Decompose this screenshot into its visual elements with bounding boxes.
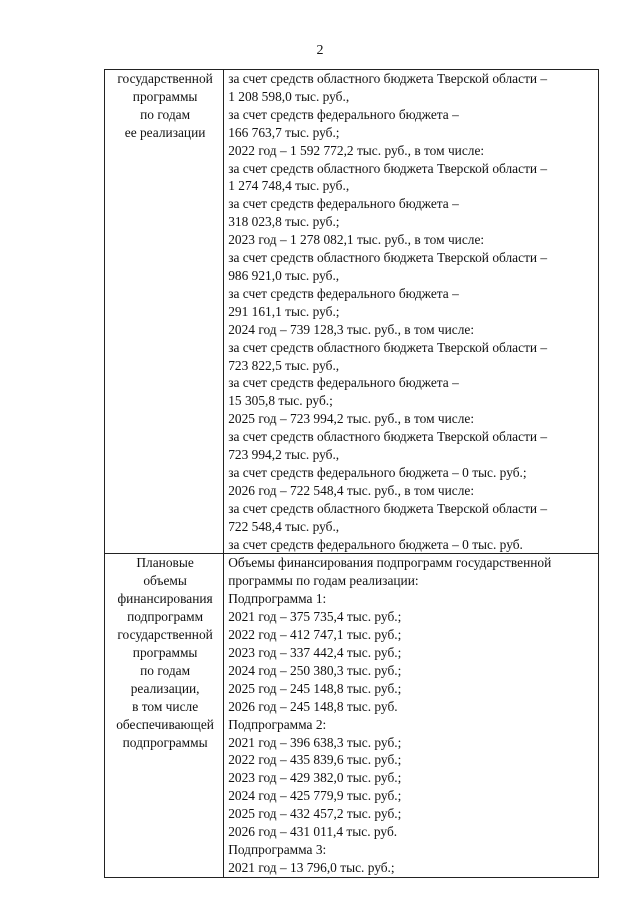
row-label-line: программы xyxy=(132,88,198,104)
page-number: 2 xyxy=(316,43,324,58)
row-value-line: за счет средств областного бюджета Тверской области – xyxy=(228,160,548,176)
row-value-line: 723 994,2 тыс. руб., xyxy=(228,447,340,463)
row-value-line: 1 208 598,0 тыс. руб., xyxy=(228,88,350,104)
row-value-line: 2023 год – 337 442,4 тыс. руб.; xyxy=(228,645,402,660)
row-label-line: государственной xyxy=(117,71,213,86)
row-value-cell xyxy=(224,70,599,554)
row-value-line: 2025 год – 245 148,8 тыс. руб.; xyxy=(228,680,402,696)
row-value-line: 986 921,0 тыс. руб., xyxy=(228,267,340,283)
row-value-line: 2024 год – 739 128,3 тыс. руб., в том числе: xyxy=(228,321,475,337)
row-label-line: подпрограмм xyxy=(127,609,204,625)
row-value-cell xyxy=(224,554,599,877)
table-row xyxy=(105,554,599,877)
row-value-line: за счет средств федерального бюджета – xyxy=(228,106,459,122)
row-value-line: 2026 год – 431 011,4 тыс. руб. xyxy=(228,824,398,840)
row-label-line: программы xyxy=(132,645,198,660)
table-row xyxy=(105,70,599,554)
row-value-line: Подпрограмма 2: xyxy=(228,716,327,732)
row-label-line: государственной xyxy=(117,627,213,643)
row-value-line: за счет средств федерального бюджета – 0 тыс. руб. xyxy=(228,536,523,552)
row-label-line: Плановые xyxy=(136,555,194,571)
row-label-line: по годам xyxy=(140,106,191,122)
row-value-line: Подпрограмма 3: xyxy=(228,841,327,857)
row-value-line: Объемы финансирования подпрограмм государственной xyxy=(228,555,552,571)
row-value-line: 291 161,1 тыс. руб.; xyxy=(228,303,340,319)
row-value-line: 722 548,4 тыс. руб., xyxy=(228,518,340,534)
row-value-line: за счет средств федерального бюджета – xyxy=(228,285,459,301)
row-value-line: за счет средств областного бюджета Тверской области – xyxy=(228,71,548,86)
row-value-line: 2022 год – 435 839,6 тыс. руб.; xyxy=(228,752,402,768)
row-label-line: ее реализации xyxy=(124,124,206,140)
row-value-line: за счет средств федерального бюджета – 0 тыс. руб.; xyxy=(228,464,527,480)
row-value-line: 723 822,5 тыс. руб., xyxy=(228,357,340,373)
row-value-line: за счет средств областного бюджета Тверской области – xyxy=(228,429,548,445)
row-value-line: за счет средств федерального бюджета – xyxy=(228,375,459,391)
row-value-line: 2021 год – 13 796,0 тыс. руб.; xyxy=(228,859,395,875)
row-value-line: 2026 год – 245 148,8 тыс. руб. xyxy=(228,698,398,714)
row-value-line: 2025 год – 432 457,2 тыс. руб.; xyxy=(228,806,402,822)
row-value-line: 15 305,8 тыс. руб.; xyxy=(228,393,333,409)
row-value-line: за счет средств областного бюджета Тверской области – xyxy=(228,500,548,516)
row-value-line: Подпрограмма 1: xyxy=(228,591,327,607)
row-value-line: за счет средств областного бюджета Тверской области – xyxy=(228,339,548,355)
row-value-line: 2025 год – 723 994,2 тыс. руб., в том числе: xyxy=(228,411,475,427)
row-label-cell xyxy=(105,70,224,554)
row-label-line: реализации, xyxy=(130,680,200,696)
row-value-line: 2021 год – 375 735,4 тыс. руб.; xyxy=(228,609,402,625)
row-label-cell xyxy=(105,554,224,877)
row-value-line: 1 274 748,4 тыс. руб., xyxy=(228,178,350,194)
row-value-line: 2021 год – 396 638,3 тыс. руб.; xyxy=(228,734,402,750)
row-label-line: обеспечивающей xyxy=(116,716,214,732)
row-value-line: 318 023,8 тыс. руб.; xyxy=(228,214,340,230)
row-value-line: 166 763,7 тыс. руб.; xyxy=(228,124,340,140)
program-passport-table xyxy=(104,69,599,878)
row-value-line: 2024 год – 250 380,3 тыс. руб.; xyxy=(228,662,402,678)
row-value-line: 2026 год – 722 548,4 тыс. руб., в том числе: xyxy=(228,482,475,498)
row-value-line: 2023 год – 1 278 082,1 тыс. руб., в том числе: xyxy=(228,232,485,248)
row-value-line: за счет средств федерального бюджета – xyxy=(228,196,459,212)
row-label-line: подпрограммы xyxy=(122,734,208,750)
row-value-line: за счет средств областного бюджета Тверской области – xyxy=(228,250,548,266)
row-label-line: объемы xyxy=(143,573,187,589)
row-value-line: 2022 год – 412 747,1 тыс. руб.; xyxy=(228,627,402,643)
row-value-line: 2022 год – 1 592 772,2 тыс. руб., в том числе: xyxy=(228,142,485,158)
row-value-line: 2024 год – 425 779,9 тыс. руб.; xyxy=(228,788,402,804)
row-value-line: программы по годам реализации: xyxy=(228,573,419,589)
row-value-line: 2023 год – 429 382,0 тыс. руб.; xyxy=(228,770,402,786)
row-label-line: в том числе xyxy=(132,698,199,714)
row-label-line: финансирования xyxy=(117,591,213,607)
row-label-line: по годам xyxy=(140,662,191,678)
table-body xyxy=(105,70,599,878)
